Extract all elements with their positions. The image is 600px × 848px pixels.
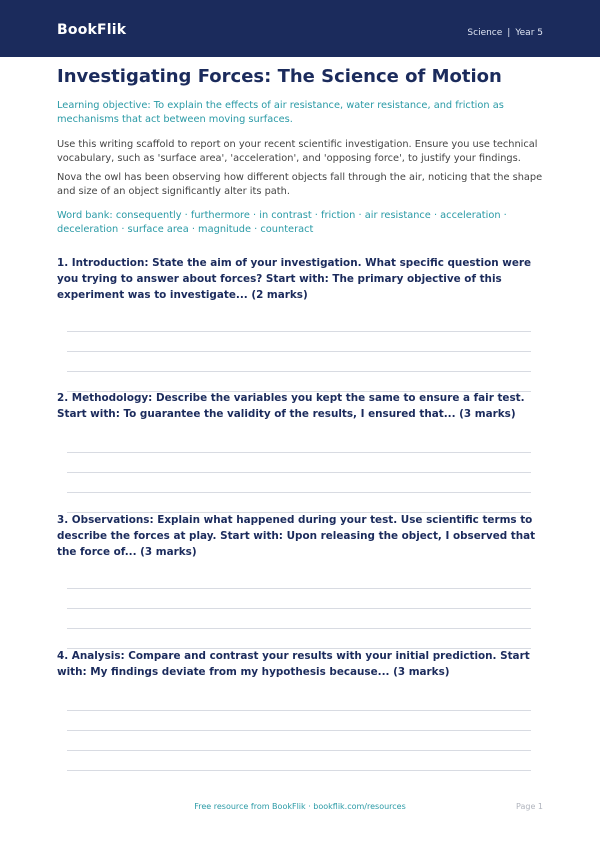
answer-line[interactable] <box>67 770 531 771</box>
answer-line[interactable] <box>67 730 531 731</box>
subject-label <box>467 28 543 38</box>
word-bank: Word bank: consequently · furthermore · in contrast · friction · air resistance · acceleration · deceleration · surface area · magnitude · counteract <box>57 210 507 235</box>
brand-logo: BookFlik <box>57 22 127 38</box>
answer-line[interactable] <box>67 628 531 629</box>
answer-line[interactable] <box>67 371 531 372</box>
learning-objective: Learning objective: To explain the effects of air resistance, water resistance, and friction as mechanisms that act between moving surfaces. <box>57 100 504 125</box>
answer-line[interactable] <box>67 472 531 473</box>
page-footer <box>0 802 600 816</box>
instructions-text: Use this writing scaffold to report on your recent scientific investigation. Ensure you use technical vocabulary, such as 'surface area', 'acceleration', and 'opposing force', to justify your findings. <box>57 139 538 164</box>
answer-line[interactable] <box>67 492 531 493</box>
page-title: Investigating Forces: The Science of Motion <box>57 66 502 87</box>
question-3: 3. Observations: Explain what happened during your test. Use scientific terms to describe the forces at play. Start with: Upon releasing the object, I observed that the force of... (3 marks) <box>57 514 536 558</box>
answer-line[interactable] <box>67 750 531 751</box>
footer-resource-link[interactable]: Free resource from BookFlik · bookflik.com/resources <box>194 802 406 811</box>
context-text: Nova the owl has been observing how different objects fall through the air, noticing that the shape and size of an object significantly alter its path. <box>57 172 543 197</box>
question-4: 4. Analysis: Compare and contrast your results with your initial prediction. Start with: My findings deviate from my hypothesis because... (3 marks) <box>57 650 530 678</box>
answer-line[interactable] <box>67 452 531 453</box>
subject-separator: | <box>507 28 511 38</box>
answer-line[interactable] <box>67 710 531 711</box>
year-level: Year 5 <box>515 28 543 38</box>
answer-line[interactable] <box>67 608 531 609</box>
subject-name: Science <box>467 28 503 38</box>
question-1: 1. Introduction: State the aim of your investigation. What specific question were you trying to answer about forces? Start with: The primary objective of this experiment was to investigate... (2 marks) <box>57 257 532 301</box>
page-number: Page 1 <box>516 802 543 811</box>
page-header <box>0 0 600 57</box>
answer-line[interactable] <box>67 588 531 589</box>
answer-line[interactable] <box>67 331 531 332</box>
question-2: 2. Methodology: Describe the variables you kept the same to ensure a fair test. Start with: To guarantee the validity of the results, I ensured that... (3 marks) <box>57 392 525 420</box>
answer-line[interactable] <box>67 351 531 352</box>
